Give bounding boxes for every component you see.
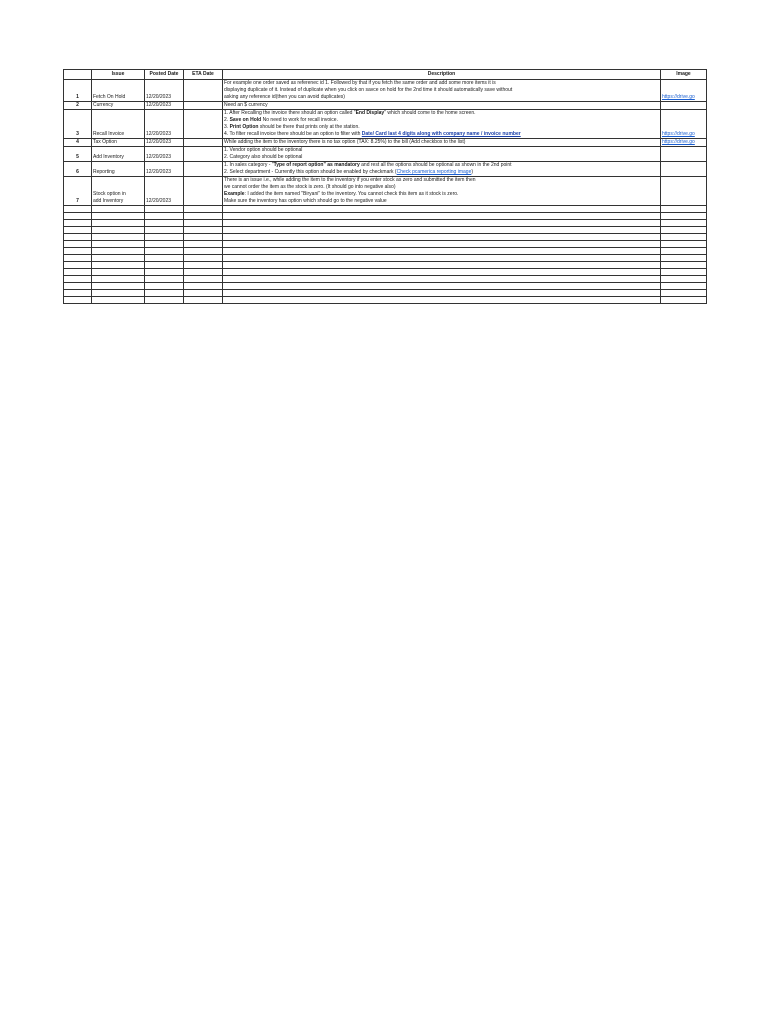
description-line: we cannot order the item as the stock is zero. (It should go into negative also) <box>224 184 396 190</box>
description-line: While adding the item to the inventory there is no tax option (TAX: 8.25%) to the bill (Add checkbox to the list) <box>224 139 466 145</box>
row-description[interactable] <box>223 139 661 147</box>
row-posted-date[interactable]: 12/20/2023 <box>145 147 184 162</box>
description-line: 1. After Recalling the invoice there should an option called "End Display" which should come to the home screen. <box>224 110 476 116</box>
row-image-cell[interactable] <box>661 162 707 177</box>
table-row[interactable] <box>64 147 707 162</box>
row-posted-date[interactable]: 12/20/2023 <box>145 80 184 102</box>
empty-row[interactable] <box>64 297 707 304</box>
description-line: displaying duplicate of it. Instead of duplicate when you click on savce on hold for the 2nd time it should automatically save without <box>224 87 513 93</box>
row-eta-date[interactable] <box>184 102 223 110</box>
description-line: 2. Select department - Currently this option should be enabled by checkmark (Check pcamerica reporting image) <box>224 169 474 175</box>
row-issue[interactable] <box>92 177 145 206</box>
row-number: 7 <box>64 177 92 206</box>
description-line: 1. Vendor option should be optional <box>224 147 303 153</box>
row-description[interactable] <box>223 110 661 139</box>
row-eta-date[interactable] <box>184 177 223 206</box>
row-image-cell <box>661 139 707 147</box>
row-number: 2 <box>64 102 92 110</box>
empty-row[interactable] <box>64 220 707 227</box>
reporting-image-link[interactable]: Check pcamerica reporting image <box>396 169 472 175</box>
filter-highlight: Date/ Card last 4 digits along with company name / invoice number <box>361 131 521 137</box>
row-image-cell[interactable] <box>661 102 707 110</box>
row-eta-date[interactable] <box>184 147 223 162</box>
description-line: 1. In sales category - "Type of report option" as mandatory and rest all the options should be optional as shown in the 2nd point <box>224 162 512 168</box>
empty-row[interactable] <box>64 241 707 248</box>
row-posted-date[interactable]: 12/20/2023 <box>145 102 184 110</box>
issue-line: add Inventory <box>93 198 124 204</box>
issues-table <box>63 69 707 304</box>
table-row[interactable] <box>64 177 707 206</box>
image-link[interactable]: https://drive.go <box>662 131 695 137</box>
image-link[interactable]: https://drive.go <box>662 139 695 145</box>
row-eta-date[interactable] <box>184 80 223 102</box>
row-issue[interactable]: Tax Option <box>92 139 145 147</box>
row-image-cell[interactable] <box>661 147 707 162</box>
empty-row[interactable] <box>64 269 707 276</box>
image-link[interactable]: https://drive.go <box>662 94 695 100</box>
empty-row[interactable] <box>64 290 707 297</box>
row-number: 5 <box>64 147 92 162</box>
row-description[interactable] <box>223 177 661 206</box>
header-eta-date: ETA Date <box>184 70 223 80</box>
description-line: Example: I added the item named "Biryani" to the inventory. You cannot check this item as it stock is zero. <box>224 191 459 197</box>
row-number: 3 <box>64 110 92 139</box>
empty-row[interactable] <box>64 255 707 262</box>
table-row[interactable] <box>64 80 707 102</box>
row-posted-date[interactable]: 12/20/2023 <box>145 110 184 139</box>
empty-row[interactable] <box>64 227 707 234</box>
description-line: asking any reference id(then you can avoid duplicates) <box>224 94 345 100</box>
row-issue[interactable]: Currency <box>92 102 145 110</box>
row-issue[interactable]: Recall Invoice <box>92 110 145 139</box>
header-image: Image <box>661 70 707 80</box>
description-line: 2. Save on Hold No need to work for recall invoice. <box>224 117 338 123</box>
row-issue[interactable]: Fetch On Hold <box>92 80 145 102</box>
row-eta-date[interactable] <box>184 110 223 139</box>
row-number: 6 <box>64 162 92 177</box>
issue-line: Stock option in <box>93 191 126 197</box>
description-line: 2. Category also should be optional <box>224 154 303 160</box>
header-num <box>64 70 92 80</box>
table-row[interactable] <box>64 110 707 139</box>
row-eta-date[interactable] <box>184 139 223 147</box>
table-row[interactable] <box>64 102 707 110</box>
row-description[interactable] <box>223 80 661 102</box>
row-number: 4 <box>64 139 92 147</box>
table-row[interactable] <box>64 162 707 177</box>
description-line: Make sure the inventory has option which should go to the negative value <box>224 198 387 204</box>
empty-row[interactable] <box>64 283 707 290</box>
row-eta-date[interactable] <box>184 162 223 177</box>
row-issue[interactable]: Add Inventory <box>92 147 145 162</box>
row-image-cell[interactable] <box>661 177 707 206</box>
row-posted-date[interactable]: 12/20/2023 <box>145 162 184 177</box>
empty-row[interactable] <box>64 206 707 213</box>
description-line: 3. Print Option should be there that prints only at the station. <box>224 124 360 130</box>
empty-row[interactable] <box>64 248 707 255</box>
row-number: 1 <box>64 80 92 102</box>
header-issue: Issue <box>92 70 145 80</box>
description-line: For example one order saved as referenec id 1. Followed by that if you fetch the same order and add some more items it is <box>224 80 496 86</box>
description-line: There is an issue i.e., while adding the item to the inventory if you enter stock as zero and submitted the item then <box>224 177 476 183</box>
row-issue[interactable]: Reporting <box>92 162 145 177</box>
empty-row[interactable] <box>64 262 707 269</box>
row-image-cell <box>661 110 707 139</box>
empty-row[interactable] <box>64 276 707 283</box>
row-posted-date[interactable]: 12/20/2023 <box>145 139 184 147</box>
row-description[interactable] <box>223 162 661 177</box>
description-line: 4. To filter recall invoice there should be an option to filter with Date/ Card last 4 digits along with company name / invoice number <box>224 131 521 137</box>
row-description[interactable] <box>223 102 661 110</box>
header-posted-date: Posted Date <box>145 70 184 80</box>
empty-row[interactable] <box>64 234 707 241</box>
description-line: Need an $ currency <box>224 102 268 108</box>
header-description: Description <box>223 70 661 80</box>
header-row <box>64 70 707 80</box>
table-row[interactable] <box>64 139 707 147</box>
row-description[interactable] <box>223 147 661 162</box>
row-posted-date[interactable]: 12/20/2023 <box>145 177 184 206</box>
row-image-cell <box>661 80 707 102</box>
empty-row[interactable] <box>64 213 707 220</box>
